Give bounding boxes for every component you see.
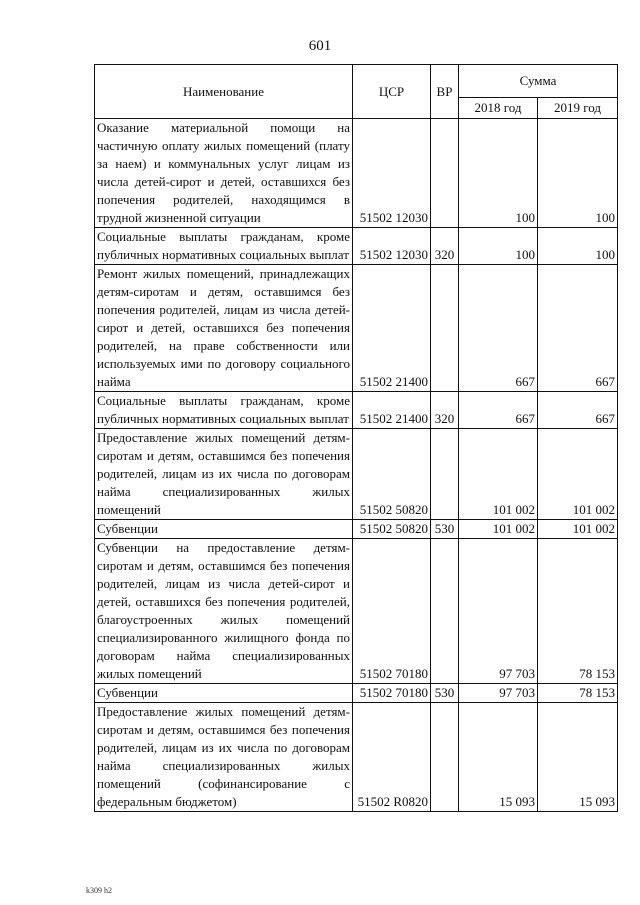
- header-sum: Сумма: [459, 65, 618, 98]
- table-row: [95, 119, 618, 228]
- row-2019: 100: [538, 228, 618, 265]
- row-csr: 51502 21400: [353, 265, 431, 392]
- row-name: Субвенции: [95, 520, 353, 539]
- table-row: [95, 429, 618, 520]
- row-2018: 101 002: [459, 520, 538, 539]
- row-csr: 51502 21400: [353, 392, 431, 429]
- row-vr: 320: [431, 392, 459, 429]
- row-name: Субвенции на предоставление детям-сиротам и детям, оставшимся без попечения родителей, лицам из числа детей-сирот и детей, оставшихся без попечения родителей, благоустроенных жилых помещений специализированного жилищного фонда по договорам найма специализированных жилых помещений: [95, 539, 353, 684]
- table-row: [95, 265, 618, 392]
- row-name: Предоставление жилых помещений детям-сиротам и детям, оставшимся без попечения родителей, лицам из их числа по договорам найма специализированных жилых помещений: [95, 429, 353, 520]
- row-csr: 51502 50820: [353, 429, 431, 520]
- row-name: Ремонт жилых помещений, принадлежащих детям-сиротам и детям, оставшимся без попечения родителей, лицам из числа детей-сирот и детей, оставшихся без попечения родителей, на праве собственности или используемых ими по договору социального найма: [95, 265, 353, 392]
- row-2019: 101 002: [538, 520, 618, 539]
- row-csr: 51502 70180: [353, 539, 431, 684]
- row-vr: 530: [431, 684, 459, 703]
- row-2019: 78 153: [538, 684, 618, 703]
- row-name: Предоставление жилых помещений детям-сиротам и детям, оставшимся без попечения родителей, лицам из их числа по договорам найма специализированных жилых помещений (софинансирование с федеральным бюджетом): [95, 703, 353, 812]
- row-vr: 320: [431, 228, 459, 265]
- row-name: Социальные выплаты гражданам, кроме публичных нормативных социальных выплат: [95, 392, 353, 429]
- row-vr: 530: [431, 520, 459, 539]
- row-vr: [431, 265, 459, 392]
- budget-table: [94, 64, 618, 812]
- row-csr: 51502 12030: [353, 228, 431, 265]
- row-2018: 101 002: [459, 429, 538, 520]
- row-2019: 667: [538, 265, 618, 392]
- row-2018: 667: [459, 265, 538, 392]
- row-2019: 100: [538, 119, 618, 228]
- row-vr: [431, 703, 459, 812]
- row-2019: 101 002: [538, 429, 618, 520]
- row-csr: 51502 70180: [353, 684, 431, 703]
- header-name: Наименование: [95, 65, 353, 119]
- row-vr: [431, 539, 459, 684]
- table-row: [95, 520, 618, 539]
- row-name: Оказание материальной помощи на частичную оплату жилых помещений (плату за наем) и коммунальных услуг лицам из числа детей-сирот и детей, оставшихся без попечения родителей, находящимся в трудной жизненной ситуации: [95, 119, 353, 228]
- row-vr: [431, 119, 459, 228]
- header-year-2019: 2019 год: [538, 98, 618, 119]
- row-2019: 667: [538, 392, 618, 429]
- row-2019: 15 093: [538, 703, 618, 812]
- row-csr: 51502 50820: [353, 520, 431, 539]
- row-2018: 100: [459, 228, 538, 265]
- row-name: Субвенции: [95, 684, 353, 703]
- footer-code: k309 h2: [86, 886, 112, 895]
- row-2018: 667: [459, 392, 538, 429]
- table-row: [95, 392, 618, 429]
- table-row: [95, 684, 618, 703]
- row-2018: 97 703: [459, 684, 538, 703]
- row-csr: 51502 12030: [353, 119, 431, 228]
- table-row: [95, 228, 618, 265]
- table-row: [95, 539, 618, 684]
- header-year-2018: 2018 год: [459, 98, 538, 119]
- row-csr: 51502 R0820: [353, 703, 431, 812]
- table-row: [95, 703, 618, 812]
- row-name: Социальные выплаты гражданам, кроме публичных нормативных социальных выплат: [95, 228, 353, 265]
- row-2018: 97 703: [459, 539, 538, 684]
- header-vr: ВР: [431, 65, 459, 119]
- row-2019: 78 153: [538, 539, 618, 684]
- row-2018: 15 093: [459, 703, 538, 812]
- page-number: 601: [308, 38, 332, 54]
- header-csr: ЦСР: [353, 65, 431, 119]
- row-vr: [431, 429, 459, 520]
- row-2018: 100: [459, 119, 538, 228]
